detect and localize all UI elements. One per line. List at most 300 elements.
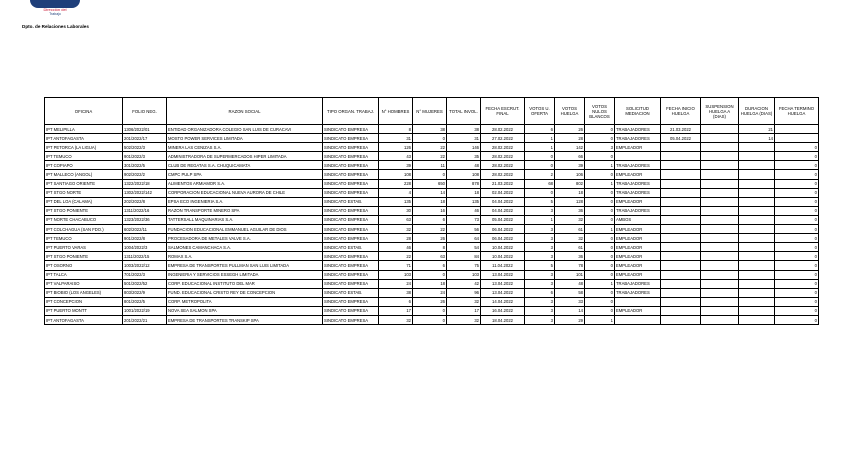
table-cell: 0 bbox=[585, 252, 615, 261]
column-header: FECHA TERMINO HUELGA bbox=[775, 98, 819, 125]
table-cell bbox=[661, 297, 701, 306]
table-cell: 0 bbox=[775, 252, 819, 261]
table-cell bbox=[701, 243, 739, 252]
table-cell: 46 bbox=[447, 206, 481, 215]
table-cell bbox=[661, 152, 701, 161]
table-cell bbox=[615, 297, 661, 306]
table-cell bbox=[661, 206, 701, 215]
table-cell: TRABAJADORES bbox=[615, 188, 661, 197]
table-cell: TRABAJADORES bbox=[615, 279, 661, 288]
table-cell: 24 bbox=[413, 288, 447, 297]
table-cell bbox=[739, 306, 775, 315]
table-cell: TRABAJADORES bbox=[615, 125, 661, 134]
table-cell bbox=[661, 315, 701, 324]
table-cell: 0 bbox=[775, 270, 819, 279]
table-cell: SINDICATO EMPRESA bbox=[323, 215, 379, 224]
table-cell bbox=[739, 206, 775, 215]
table-cell: IPT ANTOFAGASTA bbox=[45, 315, 123, 324]
table-cell: 22 bbox=[379, 252, 413, 261]
table-cell: PROCESADORA DE METALES VALVE S.A. bbox=[167, 234, 323, 243]
table-cell: CORPORACION EDUCACIONAL NUEVA AURORA DE CHILE bbox=[167, 188, 323, 197]
table-cell bbox=[661, 270, 701, 279]
table-cell: 0 bbox=[585, 306, 615, 315]
table-cell: INGENIERIA Y SERVICIOS ESSEGH LIMITADA bbox=[167, 270, 323, 279]
table-cell: 3 bbox=[585, 143, 615, 152]
table-cell: 0 bbox=[775, 306, 819, 315]
table-cell: 1004/2022/3 bbox=[123, 243, 167, 252]
table-cell: 78 bbox=[555, 261, 585, 270]
table-row bbox=[45, 252, 819, 261]
table-cell: 901/2022/3 bbox=[123, 152, 167, 161]
table-cell: 11 bbox=[413, 161, 447, 170]
table-cell: 39 bbox=[379, 161, 413, 170]
table-cell: 108 bbox=[379, 170, 413, 179]
table-cell: IPT MELIPILLA bbox=[45, 125, 123, 134]
table-cell: 14 bbox=[739, 134, 775, 143]
table-row bbox=[45, 243, 819, 252]
table-cell: 48 bbox=[555, 279, 585, 288]
table-cell: 602/2022/11 bbox=[123, 225, 167, 234]
table-cell bbox=[701, 134, 739, 143]
table-cell: 0 bbox=[775, 297, 819, 306]
table-row bbox=[45, 125, 819, 134]
table-cell: 28.02.2022 bbox=[481, 152, 525, 161]
table-cell: 26 bbox=[413, 297, 447, 306]
table-cell: 28.02.2022 bbox=[481, 161, 525, 170]
table-cell: EMPRESA DE TRANSPORTES TRANSKIP SPA bbox=[167, 315, 323, 324]
table-cell: 8 bbox=[413, 243, 447, 252]
table-cell: 902/2022/2 bbox=[123, 170, 167, 179]
table-cell bbox=[701, 161, 739, 170]
table-cell bbox=[701, 270, 739, 279]
table-cell: 3 bbox=[525, 243, 555, 252]
table-cell: 63 bbox=[379, 215, 413, 224]
table-cell: 43 bbox=[379, 152, 413, 161]
table-cell: 38 bbox=[379, 288, 413, 297]
column-header: RAZON SOCIAL bbox=[167, 98, 323, 125]
table-cell: 1 bbox=[585, 179, 615, 188]
table-cell: ENTIDAD ORGANIZADORA COLEGIO SAN LUIS DE CURACAVI bbox=[167, 125, 323, 134]
table-cell: 101 bbox=[555, 270, 585, 279]
table-cell bbox=[615, 152, 661, 161]
table-cell bbox=[661, 306, 701, 315]
table-cell: 0 bbox=[585, 206, 615, 215]
table-cell: 0 bbox=[775, 315, 819, 324]
table-cell: SINDICATO EMPRESA bbox=[323, 261, 379, 270]
table-cell bbox=[739, 234, 775, 243]
table-cell: 878 bbox=[447, 179, 481, 188]
table-cell: 108 bbox=[447, 170, 481, 179]
table-cell: EMPLEADOR bbox=[615, 261, 661, 270]
table-cell: 8 bbox=[379, 125, 413, 134]
table-cell bbox=[739, 252, 775, 261]
table-cell: 0 bbox=[585, 261, 615, 270]
table-row bbox=[45, 152, 819, 161]
table-cell: 1 bbox=[525, 134, 555, 143]
table-row bbox=[45, 261, 819, 270]
table-cell: 10.04.2022 bbox=[481, 243, 525, 252]
table-cell: 0 bbox=[413, 134, 447, 143]
table-cell bbox=[739, 179, 775, 188]
table-cell: 6 bbox=[525, 125, 555, 134]
table-cell: 142 bbox=[555, 143, 585, 152]
table-cell: RAZON TRANSPORTE MINERO SPA bbox=[167, 206, 323, 215]
table-cell: 0 bbox=[413, 170, 447, 179]
table-cell bbox=[739, 152, 775, 161]
table-cell bbox=[661, 252, 701, 261]
table-cell: 6 bbox=[413, 261, 447, 270]
table-cell: IPT VALPARAISO bbox=[45, 279, 123, 288]
table-cell: EMPLEADOR bbox=[615, 197, 661, 206]
table-cell: EMPLEADOR bbox=[615, 143, 661, 152]
table-cell: 32 bbox=[379, 315, 413, 324]
table-cell: 701/2022/3 bbox=[123, 270, 167, 279]
table-cell: 0 bbox=[775, 234, 819, 243]
table-cell: 21.03.2022 bbox=[661, 125, 701, 134]
table-cell: 1 bbox=[585, 161, 615, 170]
table-row bbox=[45, 170, 819, 179]
table-cell: 0 bbox=[413, 306, 447, 315]
table-cell: SINDICATO EMPRESA bbox=[323, 179, 379, 188]
table-cell: 0 bbox=[585, 125, 615, 134]
table-cell: 0 bbox=[585, 215, 615, 224]
table-cell bbox=[701, 279, 739, 288]
table-header-row bbox=[45, 98, 819, 125]
table-cell: 0 bbox=[585, 170, 615, 179]
table-cell: IPT ANTOFAGASTA bbox=[45, 134, 123, 143]
table-cell: IPT DEL LOA (CALAMA) bbox=[45, 197, 123, 206]
table-cell: AMBOS bbox=[615, 215, 661, 224]
table-cell: 32 bbox=[447, 297, 481, 306]
table-cell: IPT COLCHAGUA (SAN FDO.) bbox=[45, 225, 123, 234]
table-cell: 33 bbox=[555, 297, 585, 306]
table-cell: 3 bbox=[525, 306, 555, 315]
table-body bbox=[45, 125, 819, 325]
table-cell: 0 bbox=[585, 297, 615, 306]
table-cell: 5 bbox=[525, 261, 555, 270]
table-cell: 32 bbox=[447, 315, 481, 324]
table-cell: SINDICATO EMPRESA bbox=[323, 252, 379, 261]
table-cell: 05.04.2022 bbox=[481, 215, 525, 224]
table-cell: SINDICATO EMPRESA bbox=[323, 279, 379, 288]
table-cell: IPT STGO PONIENTE bbox=[45, 252, 123, 261]
table-cell bbox=[701, 143, 739, 152]
table-cell: 61 bbox=[555, 243, 585, 252]
table-cell: IPT NORTE CHACABUCO bbox=[45, 215, 123, 224]
table-cell: 1001/2022/19 bbox=[123, 306, 167, 315]
table-cell bbox=[661, 243, 701, 252]
table-cell: EMPLEADOR bbox=[615, 270, 661, 279]
table-cell: TRABAJADORES bbox=[615, 161, 661, 170]
table-cell: EMPLEADOR bbox=[615, 234, 661, 243]
table-cell: 3 bbox=[525, 315, 555, 324]
table-cell: 0 bbox=[775, 152, 819, 161]
table-cell bbox=[739, 143, 775, 152]
table-cell: 135 bbox=[379, 197, 413, 206]
table-row bbox=[45, 297, 819, 306]
table-row bbox=[45, 315, 819, 324]
table-cell bbox=[739, 215, 775, 224]
table-cell: 22 bbox=[413, 225, 447, 234]
table-cell: 0 bbox=[585, 288, 615, 297]
column-header: SUSPENSION HUELGA A (DIAS) bbox=[701, 98, 739, 125]
table-cell bbox=[661, 188, 701, 197]
column-header: FECHA ESCRUT. FINAL bbox=[481, 98, 525, 125]
table-cell: 501/2022/52 bbox=[123, 279, 167, 288]
column-header: SOLICITUD MEDIACION bbox=[615, 98, 661, 125]
table-cell: 0 bbox=[413, 270, 447, 279]
table-cell: 146 bbox=[447, 143, 481, 152]
table-cell bbox=[615, 315, 661, 324]
table-cell: 3 bbox=[525, 225, 555, 234]
table-cell: 18 bbox=[413, 279, 447, 288]
table-cell: SINDICATO EMPRESA bbox=[323, 306, 379, 315]
table-row bbox=[45, 306, 819, 315]
column-header: N° MUJERES bbox=[413, 98, 447, 125]
table-cell: 30 bbox=[379, 206, 413, 215]
table-cell: 27.02.2022 bbox=[481, 134, 525, 143]
table-cell: IPT PUERTO VARAS bbox=[45, 243, 123, 252]
table-cell bbox=[739, 288, 775, 297]
table-cell: 14 bbox=[413, 188, 447, 197]
table-cell: 5 bbox=[525, 197, 555, 206]
table-cell: 36 bbox=[555, 252, 585, 261]
strikes-table bbox=[44, 97, 819, 325]
table-cell: 04.04.2022 bbox=[481, 206, 525, 215]
table-cell: 6 bbox=[413, 215, 447, 224]
table-cell bbox=[661, 161, 701, 170]
department-label: Dpto. de Relaciones Laborales bbox=[22, 24, 89, 29]
table-cell: 68 bbox=[525, 179, 555, 188]
table-cell: 135 bbox=[447, 197, 481, 206]
table-cell: SINDICATO EMPRESA bbox=[323, 234, 379, 243]
table-cell: 901/2022/8 bbox=[123, 234, 167, 243]
table-cell: 1 bbox=[585, 315, 615, 324]
table-cell: IPT SANTIAGO ORIENTE bbox=[45, 179, 123, 188]
table-cell: 31 bbox=[379, 134, 413, 143]
table-cell: SINDICATO EMPRESA bbox=[323, 134, 379, 143]
table-cell: 11.04.2022 bbox=[481, 261, 525, 270]
table-cell: IPT TEMUCO bbox=[45, 234, 123, 243]
table-cell: 17 bbox=[447, 306, 481, 315]
table-cell: 0 bbox=[775, 179, 819, 188]
table-cell bbox=[739, 270, 775, 279]
table-cell: 56 bbox=[447, 225, 481, 234]
table-cell: 0 bbox=[775, 143, 819, 152]
table-cell bbox=[739, 315, 775, 324]
table-cell: 24 bbox=[379, 279, 413, 288]
table-cell bbox=[701, 306, 739, 315]
table-cell bbox=[739, 297, 775, 306]
table-cell bbox=[661, 215, 701, 224]
table-cell: 58 bbox=[555, 288, 585, 297]
table-cell: CLUB DE REGATAS S.A. CHUQUICAMATA bbox=[167, 161, 323, 170]
table-cell bbox=[739, 188, 775, 197]
table-cell bbox=[661, 179, 701, 188]
table-cell: TRABAJADORES bbox=[615, 179, 661, 188]
column-header: VOTOS NULOS BLANCOS bbox=[585, 98, 615, 125]
table-cell bbox=[661, 261, 701, 270]
table-cell: SINDICATO EMPRESA bbox=[323, 188, 379, 197]
table-cell: 0 bbox=[585, 188, 615, 197]
table-cell bbox=[701, 125, 739, 134]
table-cell: 2 bbox=[525, 170, 555, 179]
table-cell: 502/2022/3 bbox=[123, 143, 167, 152]
table-cell: 1323/2022/36 bbox=[123, 215, 167, 224]
table-cell: TRABAJADORES bbox=[615, 288, 661, 297]
table-cell: 28.02.2022 bbox=[481, 170, 525, 179]
table-cell bbox=[701, 315, 739, 324]
table-cell: 0 bbox=[775, 161, 819, 170]
table-cell: IPT STGO NORTE bbox=[45, 188, 123, 197]
table-row bbox=[45, 143, 819, 152]
table-cell: 301/2022/5 bbox=[123, 161, 167, 170]
table-cell: 0 bbox=[775, 243, 819, 252]
table-cell bbox=[775, 134, 819, 143]
table-cell: 05.04.2022 bbox=[661, 134, 701, 143]
table-cell: 66 bbox=[555, 152, 585, 161]
column-header: N° HOMBRES bbox=[379, 98, 413, 125]
table-cell: SINDICATO ESTAB. bbox=[323, 288, 379, 297]
table-cell: 71 bbox=[379, 261, 413, 270]
table-row bbox=[45, 225, 819, 234]
table-cell: 46 bbox=[379, 243, 413, 252]
table-cell: 0 bbox=[775, 197, 819, 206]
table-cell: 28 bbox=[555, 134, 585, 143]
table-cell: 6 bbox=[379, 297, 413, 306]
table-cell: IPT STGO PONIENTE bbox=[45, 206, 123, 215]
table-cell: 4 bbox=[379, 188, 413, 197]
table-cell: ROMAX S.A. bbox=[167, 252, 323, 261]
table-cell: 1003/2022/12 bbox=[123, 261, 167, 270]
table-cell: 84 bbox=[447, 252, 481, 261]
table-cell: SINDICATO EMPRESA bbox=[323, 270, 379, 279]
table-cell bbox=[739, 279, 775, 288]
table-cell: 29 bbox=[555, 315, 585, 324]
table-cell: 18 bbox=[447, 188, 481, 197]
table-cell: 31 bbox=[447, 134, 481, 143]
table-cell: 22 bbox=[413, 152, 447, 161]
direccion-del-trabajo-logo bbox=[30, 0, 80, 16]
table-cell bbox=[661, 234, 701, 243]
table-cell: 202/2022/8 bbox=[123, 197, 167, 206]
table-cell: SALMONES CAMANCHACA S.A. bbox=[167, 243, 323, 252]
table-cell: 32 bbox=[555, 234, 585, 243]
table-cell: 13.04.2022 bbox=[481, 270, 525, 279]
table-cell: SINDICATO EMPRESA bbox=[323, 161, 379, 170]
column-header: DURACION HUELGA (DIAS) bbox=[739, 98, 775, 125]
table-cell: 0 bbox=[585, 152, 615, 161]
table-cell: 21 bbox=[739, 125, 775, 134]
table-cell: 803/2022/9 bbox=[123, 288, 167, 297]
table-cell: 3 bbox=[525, 270, 555, 279]
table-cell: 16 bbox=[413, 206, 447, 215]
table-cell: 26 bbox=[413, 234, 447, 243]
table-cell: SINDICATO EMPRESA bbox=[323, 152, 379, 161]
table-cell: 13.04.2022 bbox=[481, 279, 525, 288]
table-cell: MINERA LAS CENIZAS S.A. bbox=[167, 143, 323, 152]
table-row bbox=[45, 206, 819, 215]
table-cell bbox=[739, 197, 775, 206]
table-cell: 3 bbox=[525, 206, 555, 215]
table-cell: CMPC PULP SPA bbox=[167, 170, 323, 179]
table-cell: 18 bbox=[413, 197, 447, 206]
table-cell: 32 bbox=[555, 215, 585, 224]
table-cell: 0 bbox=[525, 188, 555, 197]
table-cell: SINDICATO EMPRESA bbox=[323, 225, 379, 234]
table-cell bbox=[661, 288, 701, 297]
table-cell bbox=[661, 143, 701, 152]
table-cell: 39 bbox=[555, 161, 585, 170]
table-cell: 801/2022/5 bbox=[123, 297, 167, 306]
table-cell: 1 bbox=[585, 279, 615, 288]
table-cell: 64 bbox=[447, 234, 481, 243]
table-cell: TATTERSALL MAQUINARIAS S.A. bbox=[167, 215, 323, 224]
column-header: FOLIO NEG. bbox=[123, 98, 167, 125]
table-cell: IPT PETORCA (LA LIGUA) bbox=[45, 143, 123, 152]
table-cell: ADMINISTRADORA DE SUPERMERCADOS HIPER LIMITADA bbox=[167, 152, 323, 161]
table-cell bbox=[661, 197, 701, 206]
table-cell bbox=[739, 243, 775, 252]
table-cell: 38 bbox=[413, 125, 447, 134]
table-cell: EMPLEADOR bbox=[615, 252, 661, 261]
table-cell bbox=[661, 170, 701, 179]
table-cell: 28 bbox=[379, 234, 413, 243]
table-cell: SINDICATO EMPRESA bbox=[323, 206, 379, 215]
table-cell: 13.04.2022 bbox=[481, 288, 525, 297]
table-cell: 61 bbox=[555, 225, 585, 234]
table-cell: 1 bbox=[525, 143, 555, 152]
table-cell bbox=[739, 161, 775, 170]
table-cell: 1322/2022/18 bbox=[123, 179, 167, 188]
table-cell: EMPRESA DE TRANSPORTES PULLMAN SAN LUIS LIMITADA bbox=[167, 261, 323, 270]
table-cell: 06.04.2022 bbox=[481, 234, 525, 243]
table-cell: NOVA SEA SALMON SPA bbox=[167, 306, 323, 315]
table-cell: 02.04.2022 bbox=[481, 188, 525, 197]
table-cell bbox=[701, 288, 739, 297]
table-cell bbox=[701, 215, 739, 224]
table-cell: 73 bbox=[447, 215, 481, 224]
table-cell: EMPLEADOR bbox=[615, 243, 661, 252]
table-cell: 1306/2022/01 bbox=[123, 125, 167, 134]
table-cell: EMPLEADOR bbox=[615, 170, 661, 179]
table-cell: 6 bbox=[525, 288, 555, 297]
table-row bbox=[45, 179, 819, 188]
table-cell bbox=[701, 297, 739, 306]
table-cell: 22 bbox=[413, 143, 447, 152]
table-cell: MOSTO POWER SERVICES LIMITADA bbox=[167, 134, 323, 143]
table-cell: 36 bbox=[555, 206, 585, 215]
column-header: TOTAL INVOL. bbox=[447, 98, 481, 125]
table-cell bbox=[701, 170, 739, 179]
table-cell: SINDICATO ESTAB. bbox=[323, 197, 379, 206]
table-cell: FUNDACION EDUCACIONAL EMMANUEL AGUILAR DE DIOS bbox=[167, 225, 323, 234]
column-header: OFICINA bbox=[45, 98, 123, 125]
table-cell: 3 bbox=[525, 252, 555, 261]
table-cell: 04.04.2022 bbox=[481, 197, 525, 206]
table-cell: 3 bbox=[525, 234, 555, 243]
table-cell: TRABAJADORES bbox=[615, 206, 661, 215]
table-cell: 21.03.2022 bbox=[481, 179, 525, 188]
table-cell: 103 bbox=[379, 270, 413, 279]
table-cell bbox=[701, 197, 739, 206]
table-cell: SINDICATO ESTAB. bbox=[323, 243, 379, 252]
table-cell bbox=[701, 261, 739, 270]
table-cell: 17 bbox=[379, 306, 413, 315]
table-cell: EMPLEADOR bbox=[615, 306, 661, 315]
table-cell: 18.04.2022 bbox=[481, 315, 525, 324]
table-cell: 10.04.2022 bbox=[481, 252, 525, 261]
